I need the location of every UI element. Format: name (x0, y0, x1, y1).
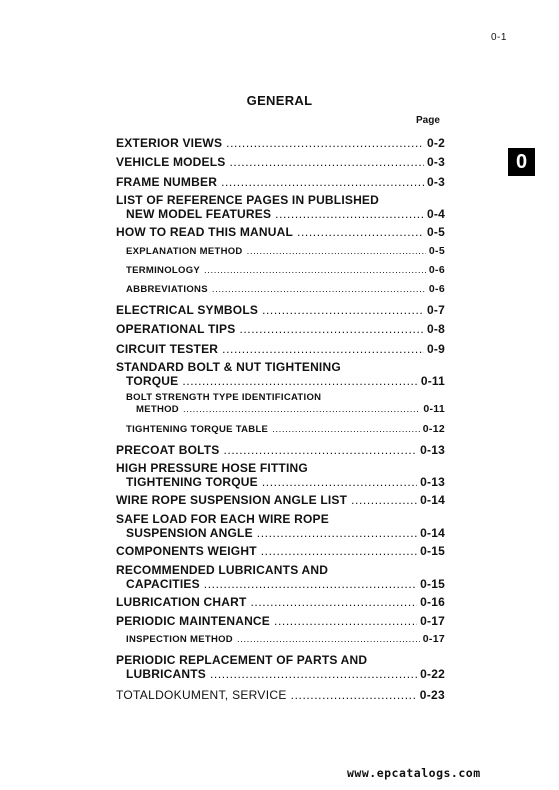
toc-label: LUBRICANTS (126, 667, 206, 681)
toc-label: SUSPENSION ANGLE (126, 526, 253, 540)
leader-dots (251, 595, 418, 609)
leader-dots (262, 303, 424, 317)
leader-dots (262, 475, 417, 489)
toc-label: LUBRICATION CHART (116, 595, 247, 609)
leader-dots (272, 424, 420, 435)
toc-label-line1: RECOMMENDED LUBRICANTS AND (116, 563, 329, 577)
leader-dots (274, 614, 417, 628)
leader-dots (257, 526, 417, 540)
toc-page: 0-13 (420, 475, 445, 489)
leader-dots (182, 374, 418, 388)
toc-entry-recommended-lubricants[interactable] (116, 563, 445, 591)
toc-entry-explanation-method[interactable] (116, 245, 445, 257)
toc-label: METHOD (136, 404, 179, 415)
toc-page: 0-17 (422, 633, 445, 645)
toc-page: 0-14 (420, 526, 445, 540)
toc-label: INSPECTION METHOD (126, 634, 233, 645)
toc-label: VEHICLE MODELS (116, 155, 226, 169)
toc-page: 0-9 (427, 342, 445, 356)
toc-page: 0-13 (420, 443, 445, 457)
toc-label: CIRCUIT TESTER (116, 342, 219, 356)
toc-label: EXPLANATION METHOD (126, 246, 243, 257)
toc-entry-how-to-read[interactable] (116, 225, 445, 239)
leader-dots (222, 342, 424, 356)
leader-dots (275, 207, 424, 221)
toc-label: NEW MODEL FEATURES (126, 207, 272, 221)
toc-page: 0-11 (423, 403, 445, 415)
toc-label-line1: SAFE LOAD FOR EACH WIRE ROPE (116, 512, 329, 526)
toc-entry-inspection-method[interactable] (116, 633, 445, 645)
toc-label: OPERATIONAL TIPS (116, 322, 236, 336)
toc-entry-terminology[interactable] (116, 264, 445, 276)
toc-label: WIRE ROPE SUSPENSION ANGLE LIST (116, 493, 348, 507)
toc-label: COMPONENTS WEIGHT (116, 544, 257, 558)
toc-label: PRECOAT BOLTS (116, 443, 220, 457)
section-tab[interactable]: 0 (508, 148, 535, 176)
toc-entry-periodic-replacement[interactable] (116, 653, 445, 681)
toc-label-line1: STANDARD BOLT & NUT TIGHTENING (116, 360, 341, 374)
page-number: 0-1 (491, 32, 507, 43)
toc-page: 0-22 (420, 667, 445, 681)
leader-dots (224, 443, 418, 457)
leader-dots (183, 404, 420, 415)
toc-page: 0-15 (420, 544, 445, 558)
leader-dots (226, 136, 424, 150)
toc-page: 0-4 (427, 207, 445, 221)
toc-page: 0-5 (428, 245, 445, 257)
toc-label-line1: PERIODIC REPLACEMENT OF PARTS AND (116, 653, 368, 667)
toc-page: 0-6 (428, 264, 445, 276)
toc-label: PERIODIC MAINTENANCE (116, 614, 271, 628)
toc-entry-reference-pages[interactable] (116, 193, 445, 221)
toc-label: TIGHTENING TORQUE TABLE (126, 424, 269, 435)
toc-page: 0-15 (420, 577, 445, 591)
toc-entry-frame-number[interactable] (116, 175, 445, 189)
toc-page: 0-5 (427, 225, 445, 239)
toc-page: 0-3 (427, 175, 445, 189)
toc-entry-bolt-strength[interactable] (116, 392, 445, 415)
toc-page: 0-23 (419, 688, 445, 702)
leader-dots (291, 688, 417, 702)
footer-watermark-url[interactable]: www.epcatalogs.com (347, 766, 481, 780)
toc-label-line1: LIST OF REFERENCE PAGES IN PUBLISHED (116, 193, 380, 207)
toc-entry-components-weight[interactable] (116, 544, 445, 558)
toc-label: TOTALDOKUMENT, SERVICE (116, 688, 287, 702)
leader-dots (237, 634, 420, 645)
toc-entry-high-pressure-hose[interactable] (116, 461, 445, 489)
leader-dots (229, 155, 424, 169)
toc-page: 0-16 (420, 595, 445, 609)
toc-label: HOW TO READ THIS MANUAL (116, 225, 294, 239)
leader-dots (261, 544, 417, 558)
toc-entry-totaldokument[interactable] (116, 688, 445, 702)
toc-page: 0-6 (428, 283, 445, 295)
leader-dots (247, 246, 426, 257)
toc-page: 0-11 (420, 374, 445, 388)
toc-label: TORQUE (126, 374, 179, 388)
toc-entry-circuit-tester[interactable] (116, 342, 445, 356)
toc-entry-lubrication-chart[interactable] (116, 595, 445, 609)
toc-page: 0-14 (420, 493, 445, 507)
toc-page: 0-12 (422, 423, 445, 435)
page-title: GENERAL (246, 93, 313, 108)
toc-label: CAPACITIES (126, 577, 200, 591)
leader-dots (297, 225, 424, 239)
toc-page: 0-7 (427, 303, 445, 317)
page-column-header: Page (416, 115, 440, 126)
leader-dots (204, 577, 417, 591)
toc-label: EXTERIOR VIEWS (116, 136, 223, 150)
toc-entry-operational-tips[interactable] (116, 322, 445, 336)
toc-page: 0-2 (427, 136, 445, 150)
toc-label: TIGHTENING TORQUE (126, 475, 258, 489)
toc-entry-tightening-torque-table[interactable] (116, 423, 445, 435)
toc-label-line1: HIGH PRESSURE HOSE FITTING (116, 461, 308, 475)
toc-entry-electrical-symbols[interactable] (116, 303, 445, 317)
toc-entry-periodic-maintenance[interactable] (116, 614, 445, 628)
toc-page: 0-17 (420, 614, 445, 628)
leader-dots (212, 284, 426, 295)
toc-label: TERMINOLOGY (126, 265, 201, 276)
toc-label-line1: BOLT STRENGTH TYPE IDENTIFICATION (126, 392, 322, 403)
toc-label: ABBREVIATIONS (126, 284, 208, 295)
toc-entry-exterior-views[interactable] (116, 136, 445, 150)
toc-label: FRAME NUMBER (116, 175, 218, 189)
leader-dots (221, 175, 424, 189)
leader-dots (204, 265, 426, 276)
toc-page: 0-3 (427, 155, 445, 169)
leader-dots (351, 493, 417, 507)
toc-entry-wire-rope-angle-list[interactable] (116, 493, 445, 507)
toc-label: ELECTRICAL SYMBOLS (116, 303, 259, 317)
toc-entry-standard-bolt[interactable] (116, 360, 445, 388)
toc-page: 0-8 (427, 322, 445, 336)
toc-entry-precoat-bolts[interactable] (116, 443, 445, 457)
leader-dots (239, 322, 424, 336)
leader-dots (210, 667, 417, 681)
toc-entry-vehicle-models[interactable] (116, 155, 445, 169)
toc-entry-safe-load[interactable] (116, 512, 445, 540)
toc-entry-abbreviations[interactable] (116, 283, 445, 295)
